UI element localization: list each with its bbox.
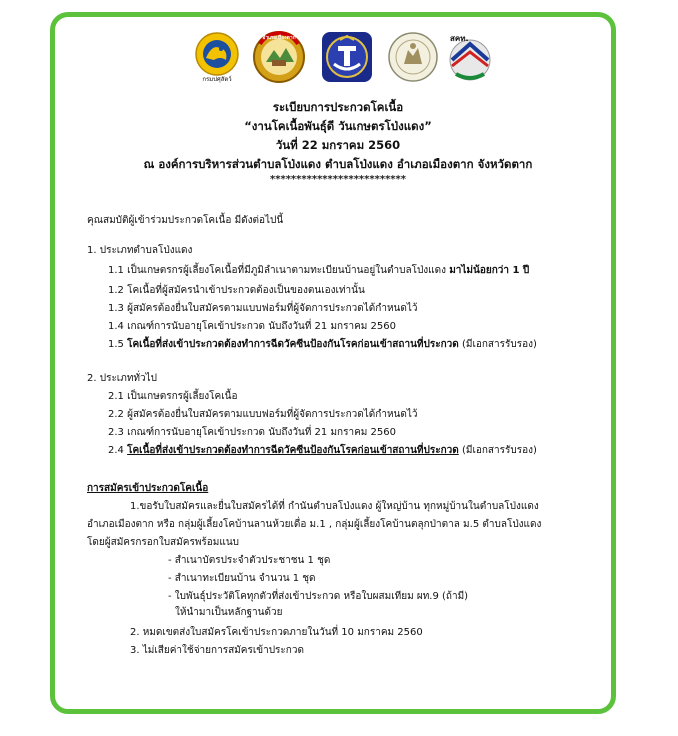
group1-item-5: 1.5 โคเนื้อที่ส่งเข้าประกวดต้องทำการฉีดวัคซีนป้องกันโรคก่อนเข้าสถานที่ประกวด (มีเอกสารรับรอง)	[108, 339, 537, 350]
attachment-item-2: - สำเนาทะเบียนบ้าน จำนวน 1 ชุด	[168, 573, 316, 584]
title-line-2: “งานโคเนื้อพันธุ์ดี วันเกษตรโป่งแดง”	[244, 119, 432, 133]
application-p3: 3. ไม่เสียค่าใช้จ่ายการสมัครเข้าประกวด	[130, 645, 304, 656]
qualifications-heading: คุณสมบัติผู้เข้าร่วมประกวดโคเนื้อ มีดังต่อไปนี้	[87, 215, 284, 226]
livestock-department-logo	[190, 30, 244, 84]
agency-shield-logo	[320, 30, 374, 84]
document-title	[60, 98, 616, 186]
application-p1-line-3: โดยผู้สมัครกรอกใบสมัครพร้อมแนบ	[87, 537, 240, 548]
group1-title: 1. ประเภทตำบลโป่งแดง	[87, 245, 193, 256]
application-heading: การสมัครเข้าประกวดโคเนื้อ	[87, 483, 209, 494]
title-line-1: ระเบียบการประกวดโคเนื้อ	[272, 100, 404, 114]
attachment-item-3: - ใบพันธุ์ประวัติโคทุกตัวที่ส่งเข้าประกวด หรือใบผสมเทียม ผท.9 (ถ้ามี)	[168, 591, 469, 602]
title-divider: **************************	[270, 174, 406, 185]
group2-item-4: 2.4 โคเนื้อที่ส่งเข้าประกวดต้องทำการฉีดวัคซีนป้องกันโรคก่อนเข้าสถานที่ประกวด (มีเอกสารรับรอง)	[108, 445, 537, 456]
application-p1-line-2: อำเภอเมืองตาก หรือ กลุ่มผู้เลี้ยงโคบ้านลานห้วยเดื่อ ม.1 , กลุ่มผู้เลี้ยงโคบ้านตลุกป่าตาล ม.5 ตำบลโป่งแดง	[87, 519, 542, 530]
attachment-note: ให้นำมาเป็นหลักฐานด้วย	[175, 607, 283, 618]
logo5-caption: สคท.	[450, 34, 469, 43]
group2-item-2: 2.2 ผู้สมัครต้องยื่นใบสมัครตามแบบฟอร์มที่ผู้จัดการประกวดได้กำหนดไว้	[108, 409, 418, 420]
skt-logo	[440, 30, 494, 84]
application-p1-line-1: 1.ขอรับใบสมัครและยื่นใบสมัครได้ที่ กำนันตำบลโป่งแดง ผู้ใหญ่บ้าน ทุกหมู่บ้านในตำบลโป่งแดง	[130, 501, 539, 512]
group2-item-1: 2.1 เป็นเกษตรกรผู้เลี้ยงโคเนื้อ	[108, 391, 238, 402]
logo1-caption: กรมปศุสัตว์	[202, 76, 232, 83]
seal-logo	[386, 30, 440, 84]
group1-item-3: 1.3 ผู้สมัครต้องยื่นใบสมัครตามแบบฟอร์มที่ผู้จัดการประกวดได้กำหนดไว้	[108, 303, 418, 314]
group2-item-3: 2.3 เกณฑ์การนับอายุโคเข้าประกวด นับถึงวันที่ 21 มกราคม 2560	[108, 427, 396, 438]
application-p2: 2. หมดเขตส่งใบสมัครโคเข้าประกวดภายในวันที่ 10 มกราคม 2560	[130, 627, 423, 638]
group1-item-4: 1.4 เกณฑ์การนับอายุโคเข้าประกวด นับถึงวันที่ 21 มกราคม 2560	[108, 321, 396, 332]
group2-title: 2. ประเภททั่วไป	[87, 373, 157, 384]
title-line-3: วันที่ 22 มกราคม 2560	[275, 138, 401, 152]
logo-row	[190, 30, 490, 86]
district-logo	[252, 30, 306, 84]
title-line-4: ณ องค์การบริหารส่วนตำบลโป่งแดง ตำบลโป่งแดง อำเภอเมืองตาก จังหวัดตาก	[143, 157, 533, 171]
attachment-item-1: - สำเนาบัตรประจำตัวประชาชน 1 ชุด	[168, 555, 331, 566]
logo2-caption: อำเภอเมืองตาก	[262, 35, 296, 41]
group1-item-2: 1.2 โคเนื้อที่ผู้สมัครนำเข้าประกวดต้องเป็นของตนเองเท่านั้น	[108, 285, 365, 296]
group1-item-1: 1.1 เป็นเกษตรกรผู้เลี้ยงโคเนื้อที่มีภูมิลำเนาตามทะเบียนบ้านอยู่ในตำบลโป่งแดง มาไม่น้อยกว่า 1 ปี	[108, 265, 530, 276]
